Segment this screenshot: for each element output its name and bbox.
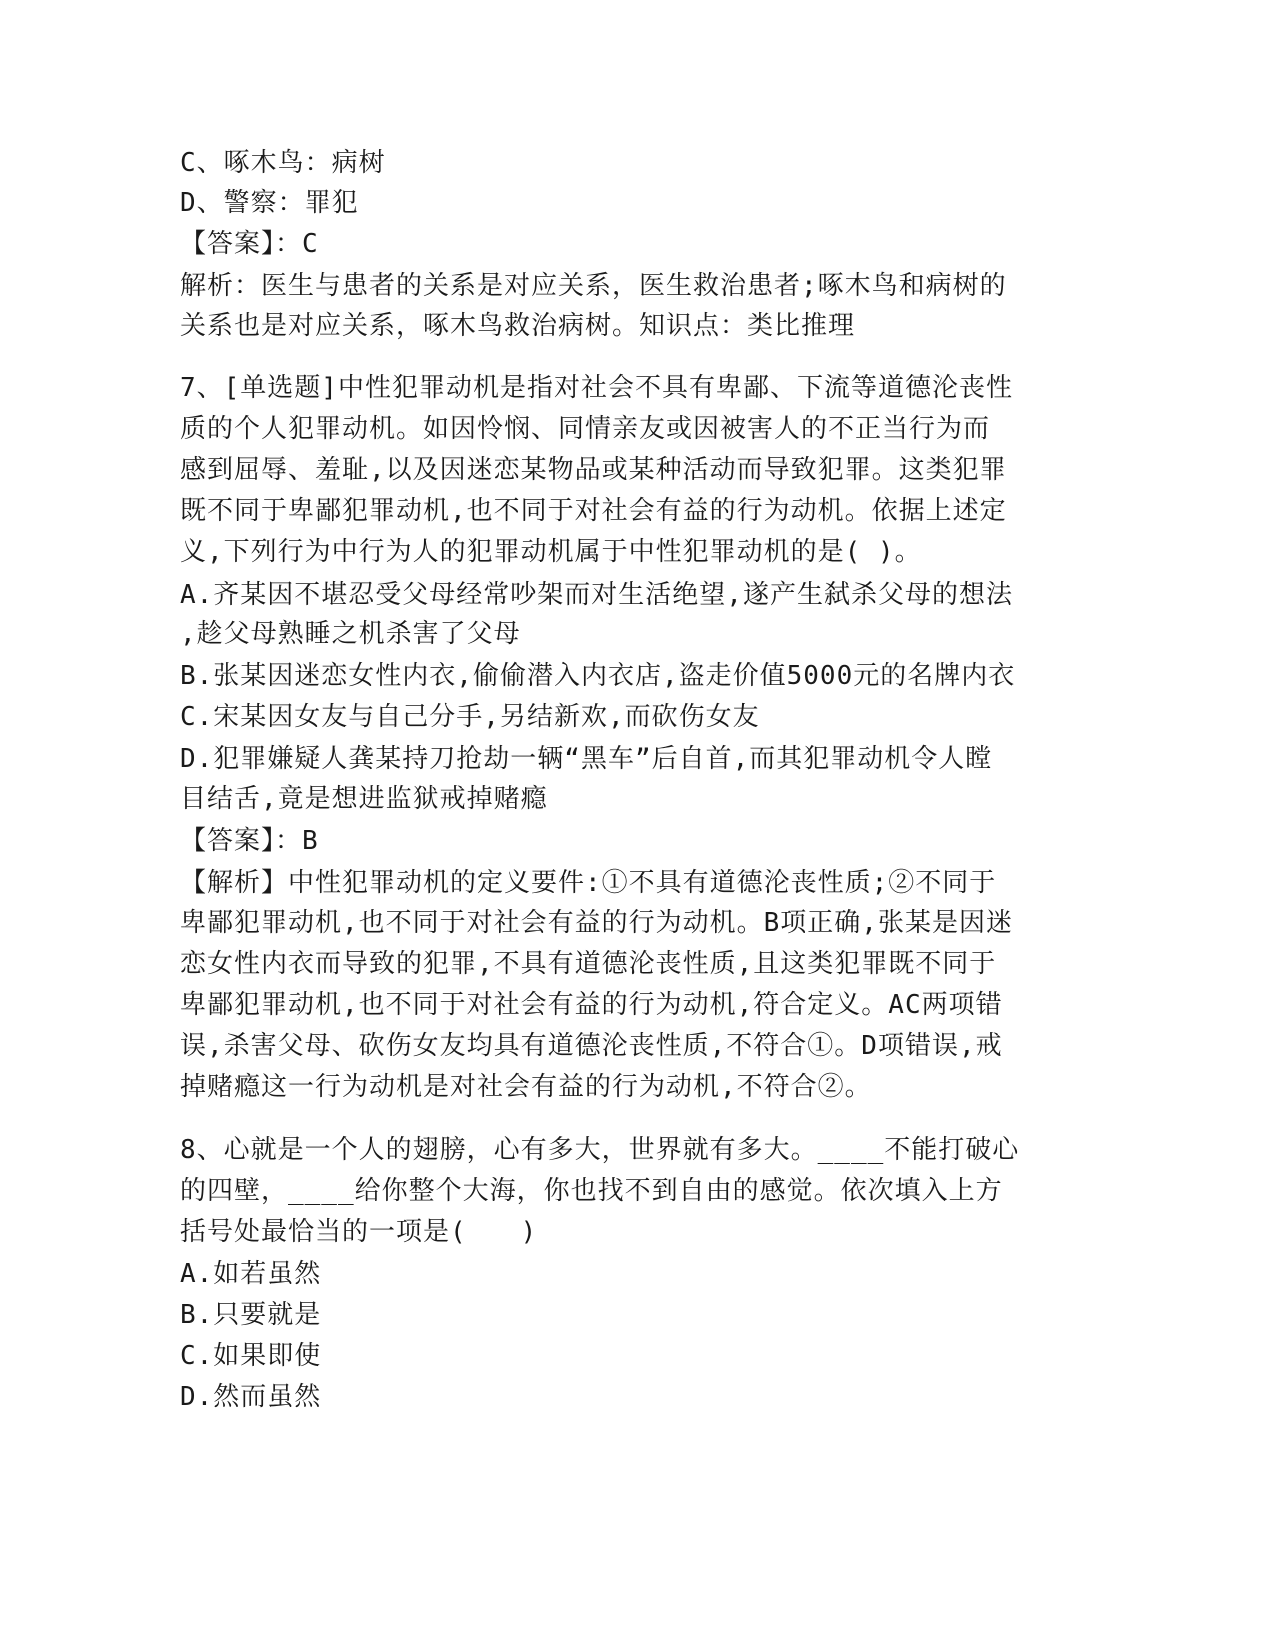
q8-question-line: 的四壁，____给你整个大海，你也找不到自由的感觉。依次填入上方 xyxy=(180,1176,1003,1206)
q6-analysis-line: 解析：医生与患者的关系是对应关系，医生救治患者;啄木鸟和病树的 xyxy=(180,271,1007,301)
q7-question-line: 义,下列行为中行为人的犯罪动机属于中性犯罪动机的是( )。 xyxy=(180,537,922,567)
q7-analysis-line: 掉赌瘾这一行为动机是对社会有益的行为动机,不符合②。 xyxy=(180,1072,872,1102)
q7-option-d-line: 目结舌,竟是想进监狱戒掉赌瘾 xyxy=(180,784,548,814)
q8-question-line: 8、心就是一个人的翅膀，心有多大，世界就有多大。____不能打破心 xyxy=(180,1135,1020,1165)
q7-option-b: B.张某因迷恋女性内衣,偷偷潜入内衣店,盗走价值5000元的名牌内衣 xyxy=(180,661,1016,691)
q7-option-a-line: A.齐某因不堪忍受父母经常吵架而对生活绝望,遂产生弑杀父母的想法 xyxy=(180,580,1013,610)
q8-option-c: C.如果即使 xyxy=(180,1341,322,1371)
q7-option-c: C.宋某因女友与自己分手,另结新欢,而砍伤女友 xyxy=(180,702,760,732)
q6-answer: 【答案】：C xyxy=(180,229,319,259)
q7-answer: 【答案】：B xyxy=(180,826,319,856)
q8-option-b: B.只要就是 xyxy=(180,1300,322,1330)
q7-analysis-line: 误,杀害父母、砍伤女友均具有道德沦丧性质,不符合①。D项错误,戒 xyxy=(180,1031,1003,1061)
q7-question-line: 质的个人犯罪动机。如因怜悯、同情亲友或因被害人的不正当行为而 xyxy=(180,414,991,444)
q7-analysis-line: 卑鄙犯罪动机,也不同于对社会有益的行为动机,符合定义。AC两项错 xyxy=(180,990,1003,1020)
q7-question-line: 7、[单选题]中性犯罪动机是指对社会不具有卑鄙、下流等道德沦丧性 xyxy=(180,373,1013,403)
q7-question-line: 感到屈辱、羞耻,以及因迷恋某物品或某种活动而导致犯罪。这类犯罪 xyxy=(180,455,1007,485)
q6-option-d: D、警察：罪犯 xyxy=(180,188,359,218)
q7-analysis-line: 恋女性内衣而导致的犯罪,不具有道德沦丧性质,且这类犯罪既不同于 xyxy=(180,949,997,979)
q6-analysis-line: 关系也是对应关系，啄木鸟救治病树。知识点：类比推理 xyxy=(180,311,856,341)
q7-question-line: 既不同于卑鄙犯罪动机,也不同于对社会有益的行为动机。依据上述定 xyxy=(180,496,1007,526)
q8-question-line: 括号处最恰当的一项是( ) xyxy=(180,1217,538,1247)
q8-option-d: D.然而虽然 xyxy=(180,1382,322,1412)
q7-option-d-line: D.犯罪嫌疑人龚某持刀抢劫一辆“黑车”后自首,而其犯罪动机令人瞠 xyxy=(180,744,993,774)
q7-analysis-line: 卑鄙犯罪动机,也不同于对社会有益的行为动机。B项正确,张某是因迷 xyxy=(180,908,1013,938)
q6-option-c: C、啄木鸟：病树 xyxy=(180,148,386,178)
q8-option-a: A.如若虽然 xyxy=(180,1259,322,1289)
q7-analysis-line: 【解析】中性犯罪动机的定义要件:①不具有道德沦丧性质;②不同于 xyxy=(180,868,997,898)
q7-option-a-line: ,趁父母熟睡之机杀害了父母 xyxy=(180,619,521,649)
